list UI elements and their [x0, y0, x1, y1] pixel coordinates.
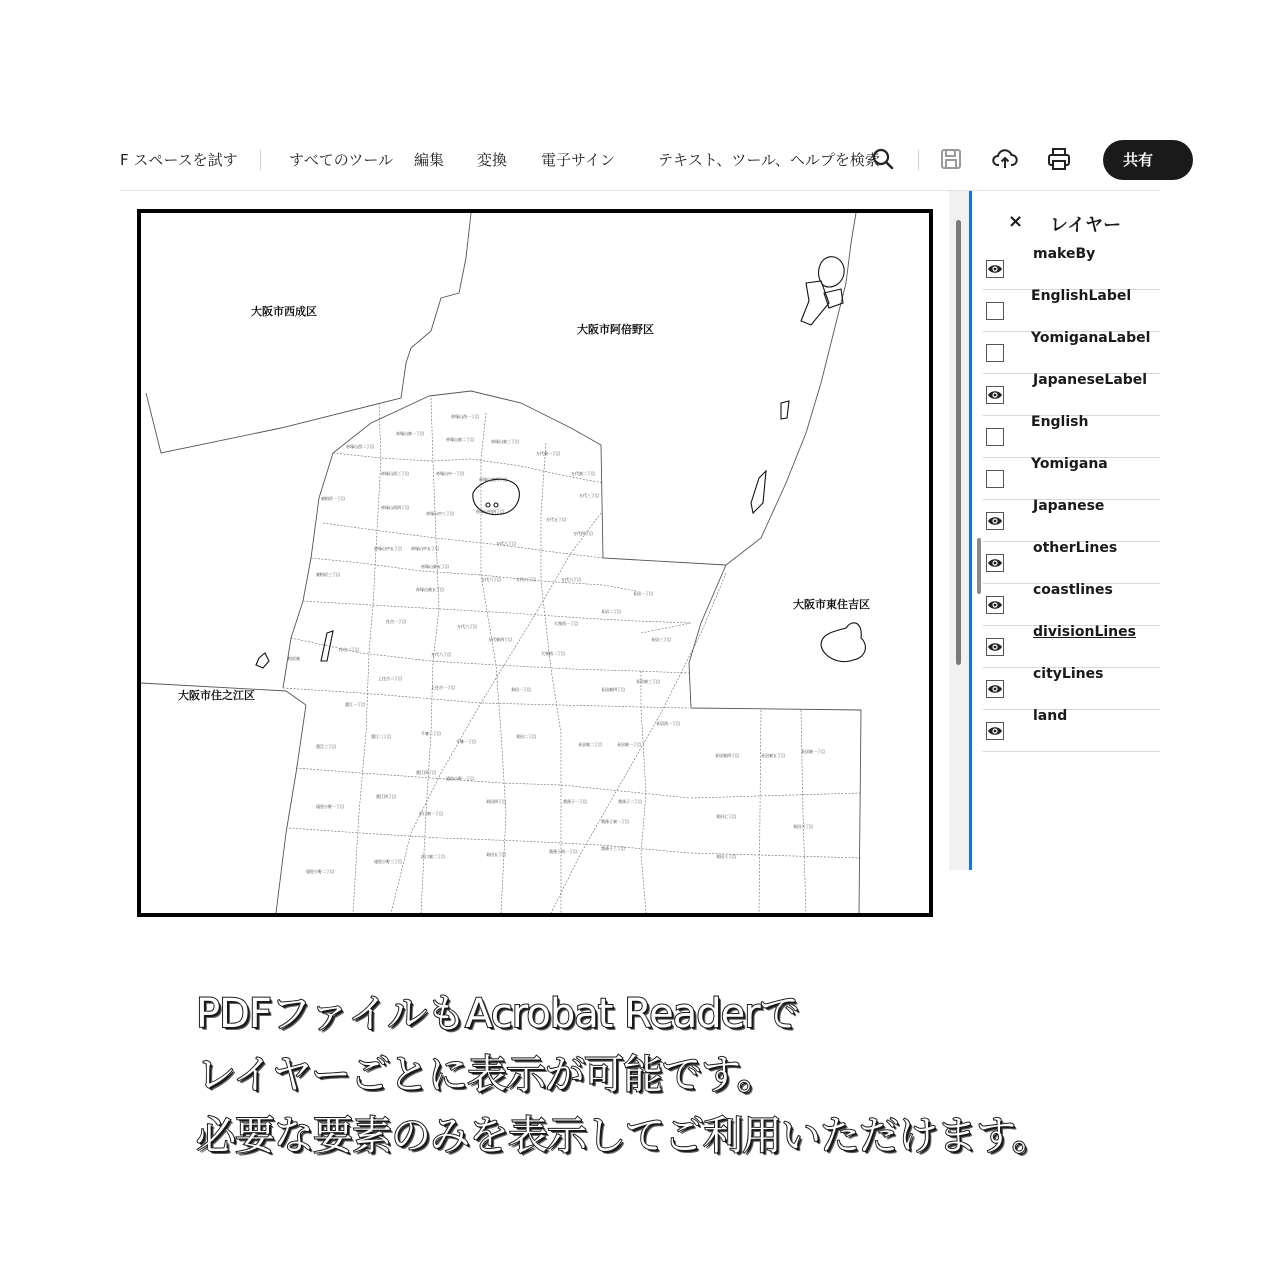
- layer-visibility-checkbox[interactable]: [986, 302, 1004, 320]
- svg-text:我孫子一丁目: 我孫子一丁目: [563, 799, 587, 804]
- edit-menu[interactable]: 編集: [414, 151, 445, 169]
- cloud-upload-icon[interactable]: [992, 146, 1018, 172]
- print-icon[interactable]: [1046, 146, 1072, 172]
- city-lines: [141, 213, 861, 913]
- top-toolbar: [120, 120, 1160, 191]
- layer-row-japaneselabel[interactable]: [983, 373, 1160, 416]
- svg-text:帝塚山東三丁目: 帝塚山東三丁目: [491, 439, 519, 444]
- layer-row-makeby[interactable]: [983, 247, 1160, 290]
- svg-text:浜口東二丁目: 浜口東二丁目: [421, 854, 445, 859]
- svg-text:長居東一丁目: 長居東一丁目: [801, 749, 825, 754]
- acrobat-window: [120, 120, 1160, 874]
- svg-text:帝塚山東五丁目: 帝塚山東五丁目: [421, 564, 449, 569]
- svg-text:長居西一丁目: 長居西一丁目: [656, 721, 680, 726]
- esign-menu[interactable]: 電子サイン: [541, 151, 615, 169]
- layer-row-yomigana[interactable]: [983, 457, 1160, 500]
- layer-row-citylines[interactable]: [983, 667, 1160, 710]
- layer-row-yomiganalabel[interactable]: [983, 331, 1160, 374]
- svg-text:帝塚山中五丁目: 帝塚山中五丁目: [374, 546, 402, 551]
- all-tools-menu[interactable]: すべてのツール: [289, 151, 394, 169]
- svg-text:万代六丁目: 万代六丁目: [481, 577, 501, 582]
- layer-row-japanese[interactable]: [983, 499, 1160, 542]
- svg-text:苅田六丁目: 苅田六丁目: [793, 824, 813, 829]
- layer-row-otherlines[interactable]: [983, 541, 1160, 584]
- svg-text:帝塚山西三丁目: 帝塚山西三丁目: [381, 471, 409, 476]
- eye-icon[interactable]: [986, 638, 1004, 656]
- svg-text:遠里小野一丁目: 遠里小野一丁目: [446, 776, 474, 781]
- svg-text:東粉浜三丁目: 東粉浜三丁目: [316, 572, 340, 577]
- svg-text:上住吉二丁目: 上住吉二丁目: [378, 676, 402, 681]
- eye-icon[interactable]: [986, 722, 1004, 740]
- svg-text:帝塚山西一丁目: 帝塚山西一丁目: [451, 414, 479, 419]
- svg-text:苅田八丁目: 苅田八丁目: [716, 854, 736, 859]
- svg-text:帝塚山東二丁目: 帝塚山東二丁目: [446, 437, 474, 442]
- eye-icon[interactable]: [986, 512, 1004, 530]
- svg-text:我孫子東一丁目: 我孫子東一丁目: [601, 819, 629, 824]
- caption-line-3: 必要な要素のみを表示してご利用いただけます。: [196, 1113, 1051, 1159]
- layer-label: makeBy: [1033, 246, 1096, 262]
- layer-row-land[interactable]: [983, 709, 1160, 752]
- ward-label-higashisumiyoshi: 大阪市東住吉区: [793, 598, 870, 611]
- eye-icon[interactable]: [986, 554, 1004, 572]
- svg-text:万代四丁目: 万代四丁目: [573, 531, 593, 536]
- svg-text:万代東四丁目: 万代東四丁目: [488, 637, 512, 642]
- svg-text:我孫子三丁目: 我孫子三丁目: [601, 846, 625, 851]
- svg-text:帝塚山中四丁目: 帝塚山中四丁目: [476, 509, 504, 514]
- svg-text:万代五丁目: 万代五丁目: [546, 517, 566, 522]
- svg-text:苅田二丁目: 苅田二丁目: [516, 734, 536, 739]
- map-page: [137, 209, 933, 917]
- svg-text:長居東二丁目: 長居東二丁目: [578, 742, 602, 747]
- eye-icon[interactable]: [986, 386, 1004, 404]
- layers-panel-scrollbar[interactable]: [977, 538, 981, 594]
- layer-label: cityLines: [1033, 666, 1104, 682]
- eye-icon[interactable]: [986, 260, 1004, 278]
- svg-text:墨江一丁目: 墨江一丁目: [345, 702, 365, 707]
- layer-label: English: [1031, 414, 1089, 430]
- ward-label-nishinari: 大阪市西成区: [251, 305, 317, 318]
- svg-text:長居東五丁目: 長居東五丁目: [761, 753, 785, 758]
- svg-text:千躰二丁目: 千躰二丁目: [421, 731, 441, 736]
- svg-text:長居東三丁目: 長居東三丁目: [636, 679, 660, 684]
- convert-menu[interactable]: 変換: [477, 151, 508, 169]
- svg-text:千躰一丁目: 千躰一丁目: [456, 739, 476, 744]
- layer-label: land: [1033, 708, 1068, 724]
- svg-text:万代六丁目: 万代六丁目: [431, 652, 451, 657]
- svg-text:苅田七丁目: 苅田七丁目: [716, 814, 736, 819]
- search-icon[interactable]: [870, 146, 896, 172]
- svg-text:墨江二丁目: 墨江二丁目: [371, 734, 391, 739]
- svg-text:帝塚山西二丁目: 帝塚山西二丁目: [346, 444, 374, 449]
- svg-text:苅田一丁目: 苅田一丁目: [511, 687, 531, 692]
- svg-text:遠里小野一丁目: 遠里小野一丁目: [316, 804, 344, 809]
- eye-icon[interactable]: [986, 596, 1004, 614]
- svg-text:長居一丁目: 長居一丁目: [633, 591, 653, 596]
- document-scrollbar-thumb[interactable]: [956, 220, 961, 665]
- svg-text:万代東二丁目: 万代東二丁目: [571, 471, 595, 476]
- svg-text:墨江四丁目: 墨江四丁目: [416, 770, 436, 775]
- svg-text:墨江三丁目: 墨江三丁目: [316, 744, 336, 749]
- svg-text:帝塚山東一丁目: 帝塚山東一丁目: [396, 431, 424, 436]
- svg-text:大領西二丁目: 大領西二丁目: [541, 651, 565, 656]
- layer-visibility-checkbox[interactable]: [986, 428, 1004, 446]
- svg-text:帝塚山東四丁目: 帝塚山東四丁目: [479, 477, 507, 482]
- svg-text:住吉一丁目: 住吉一丁目: [386, 619, 406, 624]
- svg-text:苅田四丁目: 苅田四丁目: [486, 799, 506, 804]
- svg-text:長居東四丁目: 長居東四丁目: [715, 753, 739, 758]
- layer-label: Yomigana: [1031, 456, 1108, 472]
- district-labels: [288, 413, 825, 874]
- try-space-link[interactable]: F スペースを試す: [120, 151, 238, 169]
- svg-text:長居二丁目: 長居二丁目: [601, 609, 621, 614]
- layer-row-english[interactable]: [983, 415, 1160, 458]
- svg-text:万代六丁目: 万代六丁目: [457, 624, 477, 629]
- svg-text:帝塚山中一丁目: 帝塚山中一丁目: [436, 471, 464, 476]
- svg-text:万代六丁目: 万代六丁目: [561, 577, 581, 582]
- svg-text:大領西一丁目: 大領西一丁目: [554, 621, 578, 626]
- save-icon[interactable]: [938, 146, 964, 172]
- svg-text:墨江四丁目: 墨江四丁目: [376, 794, 396, 799]
- eye-icon[interactable]: [986, 680, 1004, 698]
- layer-label: otherLines: [1033, 540, 1118, 556]
- svg-text:東粉浜一丁目: 東粉浜一丁目: [321, 496, 345, 501]
- ward-label-suminoe: 大阪市住之江区: [178, 689, 255, 702]
- layer-row-englishlabel[interactable]: [983, 289, 1160, 332]
- svg-text:帝塚山中三丁目: 帝塚山中三丁目: [426, 511, 454, 516]
- svg-text:苅田五丁目: 苅田五丁目: [486, 852, 506, 857]
- toolbar-divider: [918, 150, 919, 170]
- svg-text:粉浜東: 粉浜東: [288, 656, 300, 661]
- svg-text:長居三丁目: 長居三丁目: [651, 637, 671, 642]
- layer-label: EnglishLabel: [1031, 288, 1132, 304]
- share-button[interactable]: 共有: [1103, 140, 1193, 180]
- svg-text:我孫子二丁目: 我孫子二丁目: [618, 799, 642, 804]
- svg-text:帝塚山西四丁目: 帝塚山西四丁目: [381, 505, 409, 510]
- svg-text:遠里小野二丁目: 遠里小野二丁目: [306, 869, 334, 874]
- toolbar-divider: [260, 150, 261, 170]
- svg-text:長居東四丁目: 長居東四丁目: [601, 687, 625, 692]
- svg-text:万代六丁目: 万代六丁目: [516, 577, 536, 582]
- svg-text:帝塚山東五丁目: 帝塚山東五丁目: [416, 587, 444, 592]
- layers-panel-title: レイヤー: [1050, 215, 1122, 236]
- layer-label: coastlines: [1033, 582, 1113, 598]
- layer-visibility-checkbox[interactable]: [986, 470, 1004, 488]
- svg-text:万代六丁目: 万代六丁目: [496, 541, 516, 546]
- layer-label: JapaneseLabel: [1033, 372, 1148, 388]
- layer-label: divisionLines: [1033, 624, 1136, 640]
- close-icon[interactable]: ×: [1008, 211, 1024, 232]
- svg-text:上住吉一丁目: 上住吉一丁目: [431, 685, 455, 690]
- ward-label-abeno: 大阪市阿倍野区: [577, 323, 654, 336]
- svg-text:万代三丁目: 万代三丁目: [579, 493, 599, 498]
- svg-text:帝塚山中五丁目: 帝塚山中五丁目: [411, 546, 439, 551]
- svg-text:浜口東一丁目: 浜口東一丁目: [419, 811, 443, 816]
- search-field[interactable]: テキスト、ツール、ヘルプを検索: [658, 151, 880, 169]
- svg-text:遠里小野三丁目: 遠里小野三丁目: [374, 859, 402, 864]
- svg-text:住吉二丁目: 住吉二丁目: [339, 647, 359, 652]
- caption-line-1: PDFファイルもAcrobat Readerで: [196, 991, 799, 1037]
- layer-row-coastlines[interactable]: [983, 583, 1160, 626]
- layers-panel: [972, 191, 1160, 870]
- coastlines: [256, 257, 865, 668]
- caption-line-2: レイヤーごとに表示が可能です。: [196, 1052, 776, 1098]
- svg-text:万代東一丁目: 万代東一丁目: [536, 451, 560, 456]
- document-viewport[interactable]: [120, 191, 970, 874]
- layer-label: YomiganaLabel: [1031, 330, 1151, 346]
- map-drawing: [141, 213, 929, 913]
- svg-text:長居東一丁目: 長居東一丁目: [617, 742, 641, 747]
- svg-text:我孫子西一丁目: 我孫子西一丁目: [549, 849, 577, 854]
- layer-visibility-checkbox[interactable]: [986, 344, 1004, 362]
- layer-label: Japanese: [1033, 498, 1105, 514]
- layer-row-divisionlines[interactable]: [983, 625, 1160, 668]
